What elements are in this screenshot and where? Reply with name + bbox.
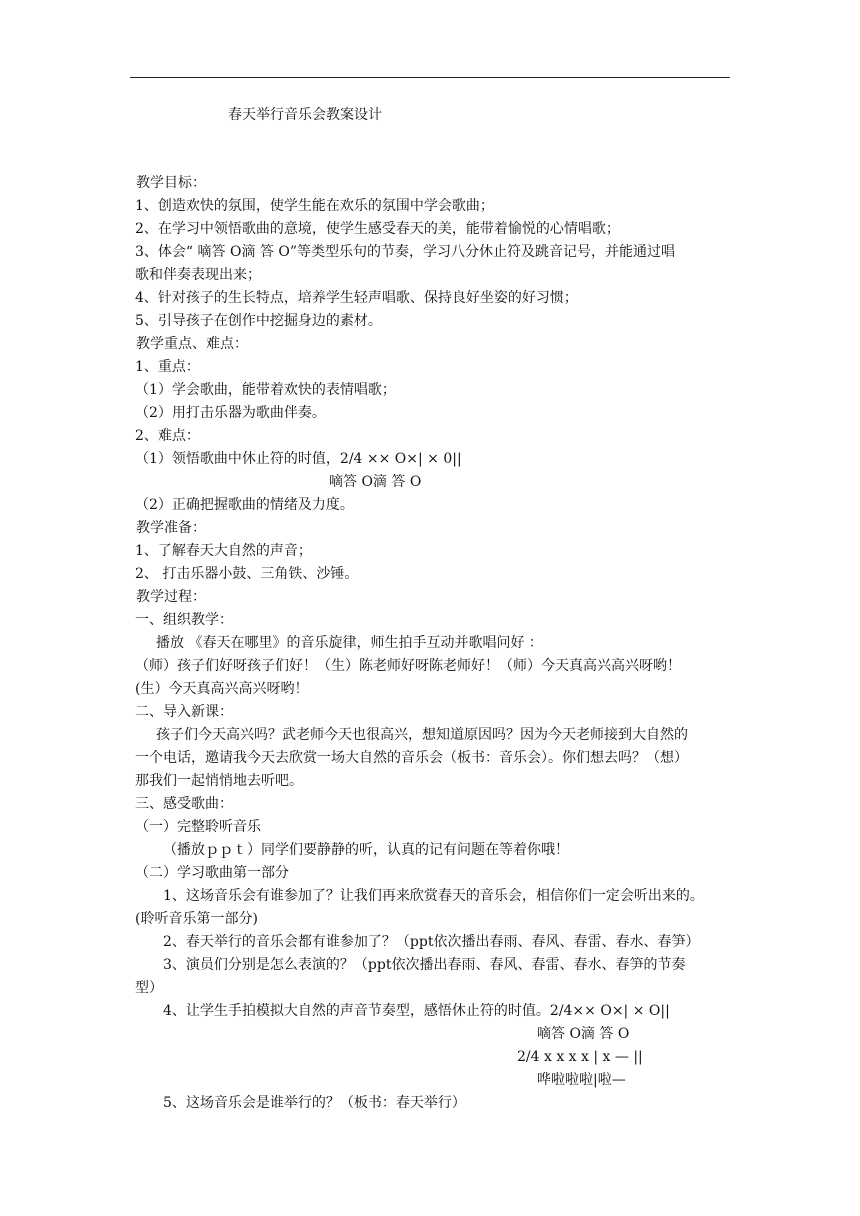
objective-item-4: 4、针对孩子的生长特点，培养学生轻声唱歌、保持良好坐姿的好习惯；: [135, 290, 578, 306]
key-point-item-1: （1）学会歌曲，能带着欢快的表情唱歌；: [135, 382, 396, 398]
learn-item-2: 2、春天举行的音乐会都有谁参加了？（ppt依次播出春雨、春风、春雷、春水、春笋）: [163, 934, 700, 950]
learn-item-5: 5、这场音乐会是谁举行的？（板书：春天举行）: [163, 1095, 466, 1111]
objective-item-2: 2、在学习中领悟歌曲的意境，使学生感受春天的美，能带着愉悦的心情唱歌；: [135, 221, 620, 237]
learn-item-3: 3、演员们分别是怎么表演的？（ppt依次播出春雨、春风、春雷、春水、春笋的节奏: [163, 957, 686, 973]
difficulty-heading: 2、难点：: [135, 428, 200, 444]
process-step-2-heading: 二、导入新课：: [135, 704, 233, 720]
process-step-1-text: 播放 《春天在哪里》的音乐旋律，师生拍手互动并歌唱问好 ：: [156, 635, 543, 651]
document-title: 春天举行音乐会教案设计: [228, 107, 382, 123]
learn-item-1-cont: (聆听音乐第一部分): [135, 911, 258, 927]
dialogue-line-2: (生）今天真高兴高兴呀哟！: [135, 681, 309, 697]
rhythm-notation-3: 2/4 x x x x | x — ||: [517, 1049, 643, 1065]
learn-item-1: 1、这场音乐会有谁参加了？让我们再来欣赏春天的音乐会，相信你们一定会听出来的。: [163, 888, 704, 904]
rhythm-lyrics-2: 嘀答 O滴 答 O: [537, 1026, 630, 1042]
difficulty-item-1: （1）领悟歌曲中休止符的时值，2/4 ×× O×| × 0||: [135, 451, 462, 467]
difficulty-item-2: （2）正确把握歌曲的情绪及力度。: [135, 497, 354, 513]
rhythm-lyrics-1: 嘀答 O滴 答 O: [329, 474, 422, 490]
section-heading-key-points: 教学重点、难点：: [136, 336, 248, 352]
header-rule: [130, 77, 730, 78]
learn-item-3-cont: 型）: [135, 980, 163, 996]
objective-item-5: 5、引导孩子在创作中挖掘身边的素材。: [135, 313, 382, 329]
process-step-2-text-3: 那我们一起悄悄地去听吧。: [135, 773, 303, 789]
key-point-heading: 1、重点：: [135, 359, 200, 375]
objective-item-3: 3、体会“ 嘀答 O滴 答 O”等类型乐句的节奏，学习八分休止符及跳音记号，并能通过唱: [135, 244, 675, 260]
preparation-item-1: 1、了解春天大自然的声音；: [135, 543, 312, 559]
key-point-item-2: （2）用打击乐器为歌曲伴奏。: [135, 405, 326, 421]
section-heading-objectives: 教学目标：: [136, 175, 206, 191]
sub-heading-listen: （一）完整聆听音乐: [135, 819, 261, 835]
dialogue-line-1: （师）孩子们好呀孩子们好！（生）陈老师好呀陈老师好！（师）今天真高兴高兴呀哟！: [135, 658, 681, 674]
objective-item-3-cont: 歌和伴奏表现出来；: [135, 267, 261, 283]
learn-item-4: 4、让学生手拍模拟大自然的声音节奏型，感悟休止符的时值。2/4×× O×| × O||: [163, 1003, 670, 1019]
listen-text: （播放ｐｐｔ）同学们要静静的听，认真的记有问题在等着你哦！: [163, 842, 569, 858]
process-step-1-heading: 一、组织教学：: [135, 612, 233, 628]
process-step-2-text-2: 一个电话，邀请我今天去欣赏一场大自然的音乐会（板书：音乐会）。你们想去吗？（想）: [135, 750, 688, 766]
process-step-3-heading: 三、感受歌曲：: [135, 796, 233, 812]
objective-item-1: 1、创造欢快的氛围，使学生能在欢乐的氛围中学会歌曲；: [135, 198, 494, 214]
section-heading-preparation: 教学准备：: [136, 520, 206, 536]
section-heading-process: 教学过程：: [136, 589, 206, 605]
sub-heading-learn-part-1: （二）学习歌曲第一部分: [135, 865, 289, 881]
preparation-item-2: 2、 打击乐器小鼓、三角铁、沙锤。: [135, 566, 359, 582]
process-step-2-text-1: 孩子们今天高兴吗？武老师今天也很高兴，想知道原因吗？因为今天老师接到大自然的: [156, 727, 688, 743]
rhythm-lyrics-3: 哗啦啦啦|啦—: [537, 1072, 626, 1088]
